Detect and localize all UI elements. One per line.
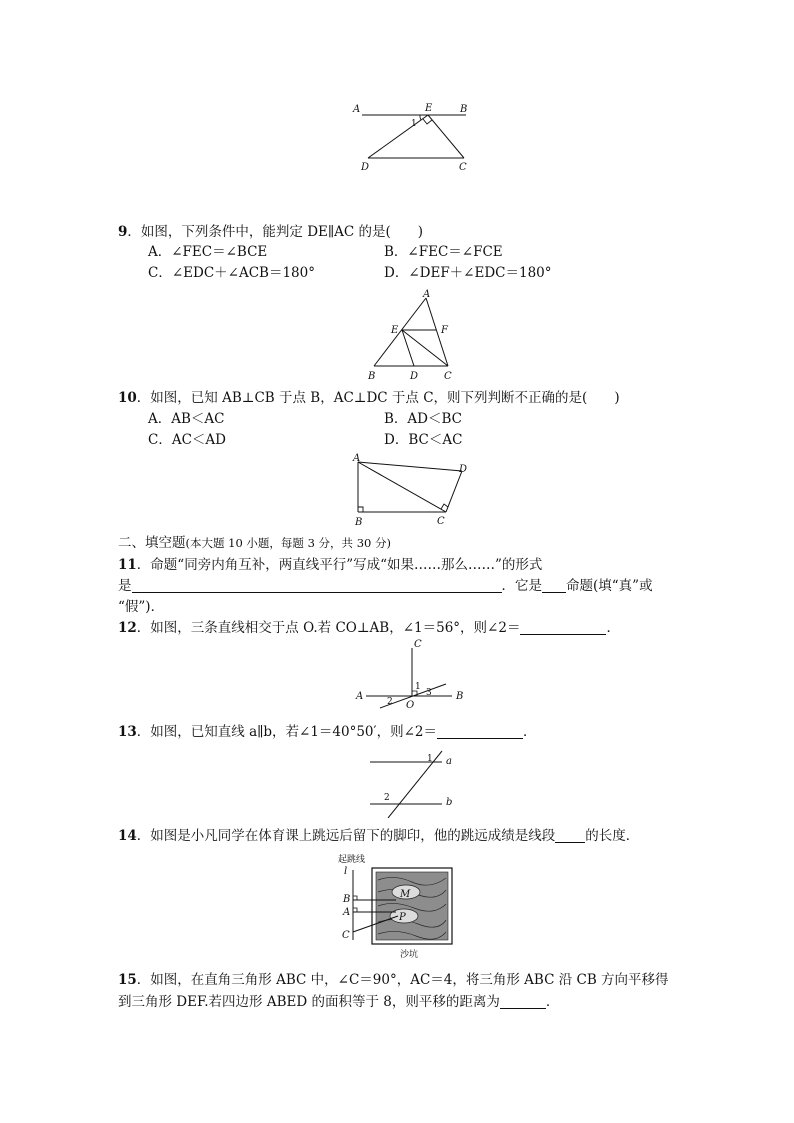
question-number: 11 xyxy=(118,557,137,573)
q9-option-d: D．∠DEF＋∠EDC＝180° xyxy=(384,265,552,281)
section-title: 二、填空题 xyxy=(118,535,186,551)
q10-option-a: A．AB＜AC xyxy=(148,411,225,427)
question-text: ．如图，三条直线相交于点 O.若 CO⊥AB，∠1＝56°，则∠2＝ xyxy=(136,620,521,636)
q9-option-c: C．∠EDC＋∠ACB＝180° xyxy=(148,265,315,281)
figure-q12-intersecting-lines xyxy=(350,638,470,712)
figure-q14-long-jump xyxy=(336,852,460,964)
figure-q9-triangle xyxy=(362,288,462,384)
q9-option-a: A．∠FEC＝∠BCE xyxy=(148,244,268,260)
question-text: ．如图是小凡同学在体育课上跳远后留下的脚印，他的跳远成绩是线段 xyxy=(136,828,556,844)
label-B: B xyxy=(368,371,376,382)
question-number: 9 xyxy=(118,224,128,240)
angle-3: 3 xyxy=(426,688,432,698)
label-C: C xyxy=(459,162,467,173)
label-l: l xyxy=(344,866,348,877)
question-11-line3: “假”)． xyxy=(118,599,165,615)
label-F: F xyxy=(441,325,448,336)
answer-blank[interactable] xyxy=(555,827,585,843)
question-text-post: ． xyxy=(606,620,620,636)
question-number: 14 xyxy=(118,828,137,844)
question-text-post: ． xyxy=(545,994,560,1010)
label-D: D xyxy=(361,162,370,173)
section-heading xyxy=(118,533,391,553)
angle-1: 1 xyxy=(427,754,433,764)
label-C: C xyxy=(437,516,445,527)
question-text-post: ． xyxy=(523,724,537,740)
question-15-line2 xyxy=(118,992,559,1012)
question-text: ．如图，已知 AB⊥CB 于点 B，AC⊥DC 于点 C，则下列判断不正确的是( ) xyxy=(136,390,620,406)
question-text-tail: 命题(填“真”或 xyxy=(566,578,653,594)
question-15-line1 xyxy=(118,970,669,990)
figure-top-triangle xyxy=(348,100,478,176)
q10-option-d: D．BC＜AC xyxy=(384,432,463,448)
label-B: B xyxy=(355,517,363,528)
label-C: C xyxy=(342,930,350,941)
label-A: A xyxy=(353,453,361,464)
label-O: O xyxy=(406,700,415,711)
label-P: P xyxy=(399,912,406,923)
question-text-post: 的长度． xyxy=(585,828,640,844)
question-text: ．如图，在直角三角形 ABC 中，∠C＝90°，AC＝4，将三角形 ABC 沿 CB 方向平移得 xyxy=(136,972,669,988)
question-number: 15 xyxy=(118,972,137,988)
question-number: 12 xyxy=(118,620,137,636)
section-note: (本大题 10 小题，每题 3 分，共 30 分) xyxy=(185,536,391,550)
label-start-line: 起跳线 xyxy=(338,855,366,865)
label-B: B xyxy=(460,104,468,115)
question-14 xyxy=(118,826,639,846)
label-b: b xyxy=(446,797,453,808)
answer-blank[interactable] xyxy=(520,619,606,635)
question-text: ．命题“同旁内角互补，两直线平行”写成“如果……那么……”的形式 xyxy=(136,557,543,573)
angle-2: 2 xyxy=(384,793,390,803)
label-D: D xyxy=(459,464,468,475)
question-10 xyxy=(118,388,620,408)
question-text: ．如图，已知直线 a∥b，若∠1＝40°50′，则∠2＝ xyxy=(136,724,437,740)
question-text-post: ．它是 xyxy=(501,578,542,594)
question-text: ．如图，下列条件中，能判定 DE∥AC 的是( ) xyxy=(127,224,424,240)
figure-q13-parallel-lines xyxy=(362,748,462,818)
q9-option-b: B．∠FEC＝∠FCE xyxy=(384,244,503,260)
label-B: B xyxy=(456,691,464,702)
label-A: A xyxy=(423,289,431,300)
label-A: A xyxy=(356,691,364,702)
question-number: 10 xyxy=(118,390,137,406)
label-D: D xyxy=(410,371,419,382)
label-a: a xyxy=(446,756,452,767)
question-11-line2 xyxy=(118,576,653,596)
label-E: E xyxy=(425,103,433,114)
label-A: A xyxy=(343,907,351,918)
answer-blank[interactable] xyxy=(500,993,546,1009)
label-A: A xyxy=(353,104,361,115)
answer-blank[interactable] xyxy=(437,723,523,739)
q10-option-b: B．AD＜BC xyxy=(384,411,462,427)
question-number: 13 xyxy=(118,724,137,740)
label-E: E xyxy=(391,325,399,336)
label-M: M xyxy=(400,889,411,900)
q10-option-c: C．AC＜AD xyxy=(148,432,226,448)
question-11-line1 xyxy=(118,555,542,575)
question-text-pre: 是 xyxy=(118,578,132,594)
label-C: C xyxy=(444,371,452,382)
answer-blank[interactable] xyxy=(542,577,566,593)
label-sand-pit: 沙坑 xyxy=(400,950,419,960)
question-9 xyxy=(118,222,423,242)
answer-blank[interactable] xyxy=(132,577,502,593)
angle-2: 2 xyxy=(387,697,393,707)
label-1: 1 xyxy=(411,119,417,129)
question-text: 到三角形 DEF.若四边形 ABED 的面积等于 8，则平移的距离为 xyxy=(118,994,500,1010)
question-13 xyxy=(118,722,537,742)
question-12 xyxy=(118,618,620,638)
angle-1: 1 xyxy=(415,682,421,692)
figure-q10-quadrilateral xyxy=(348,452,478,528)
label-B: B xyxy=(343,894,351,905)
label-C: C xyxy=(414,639,422,650)
